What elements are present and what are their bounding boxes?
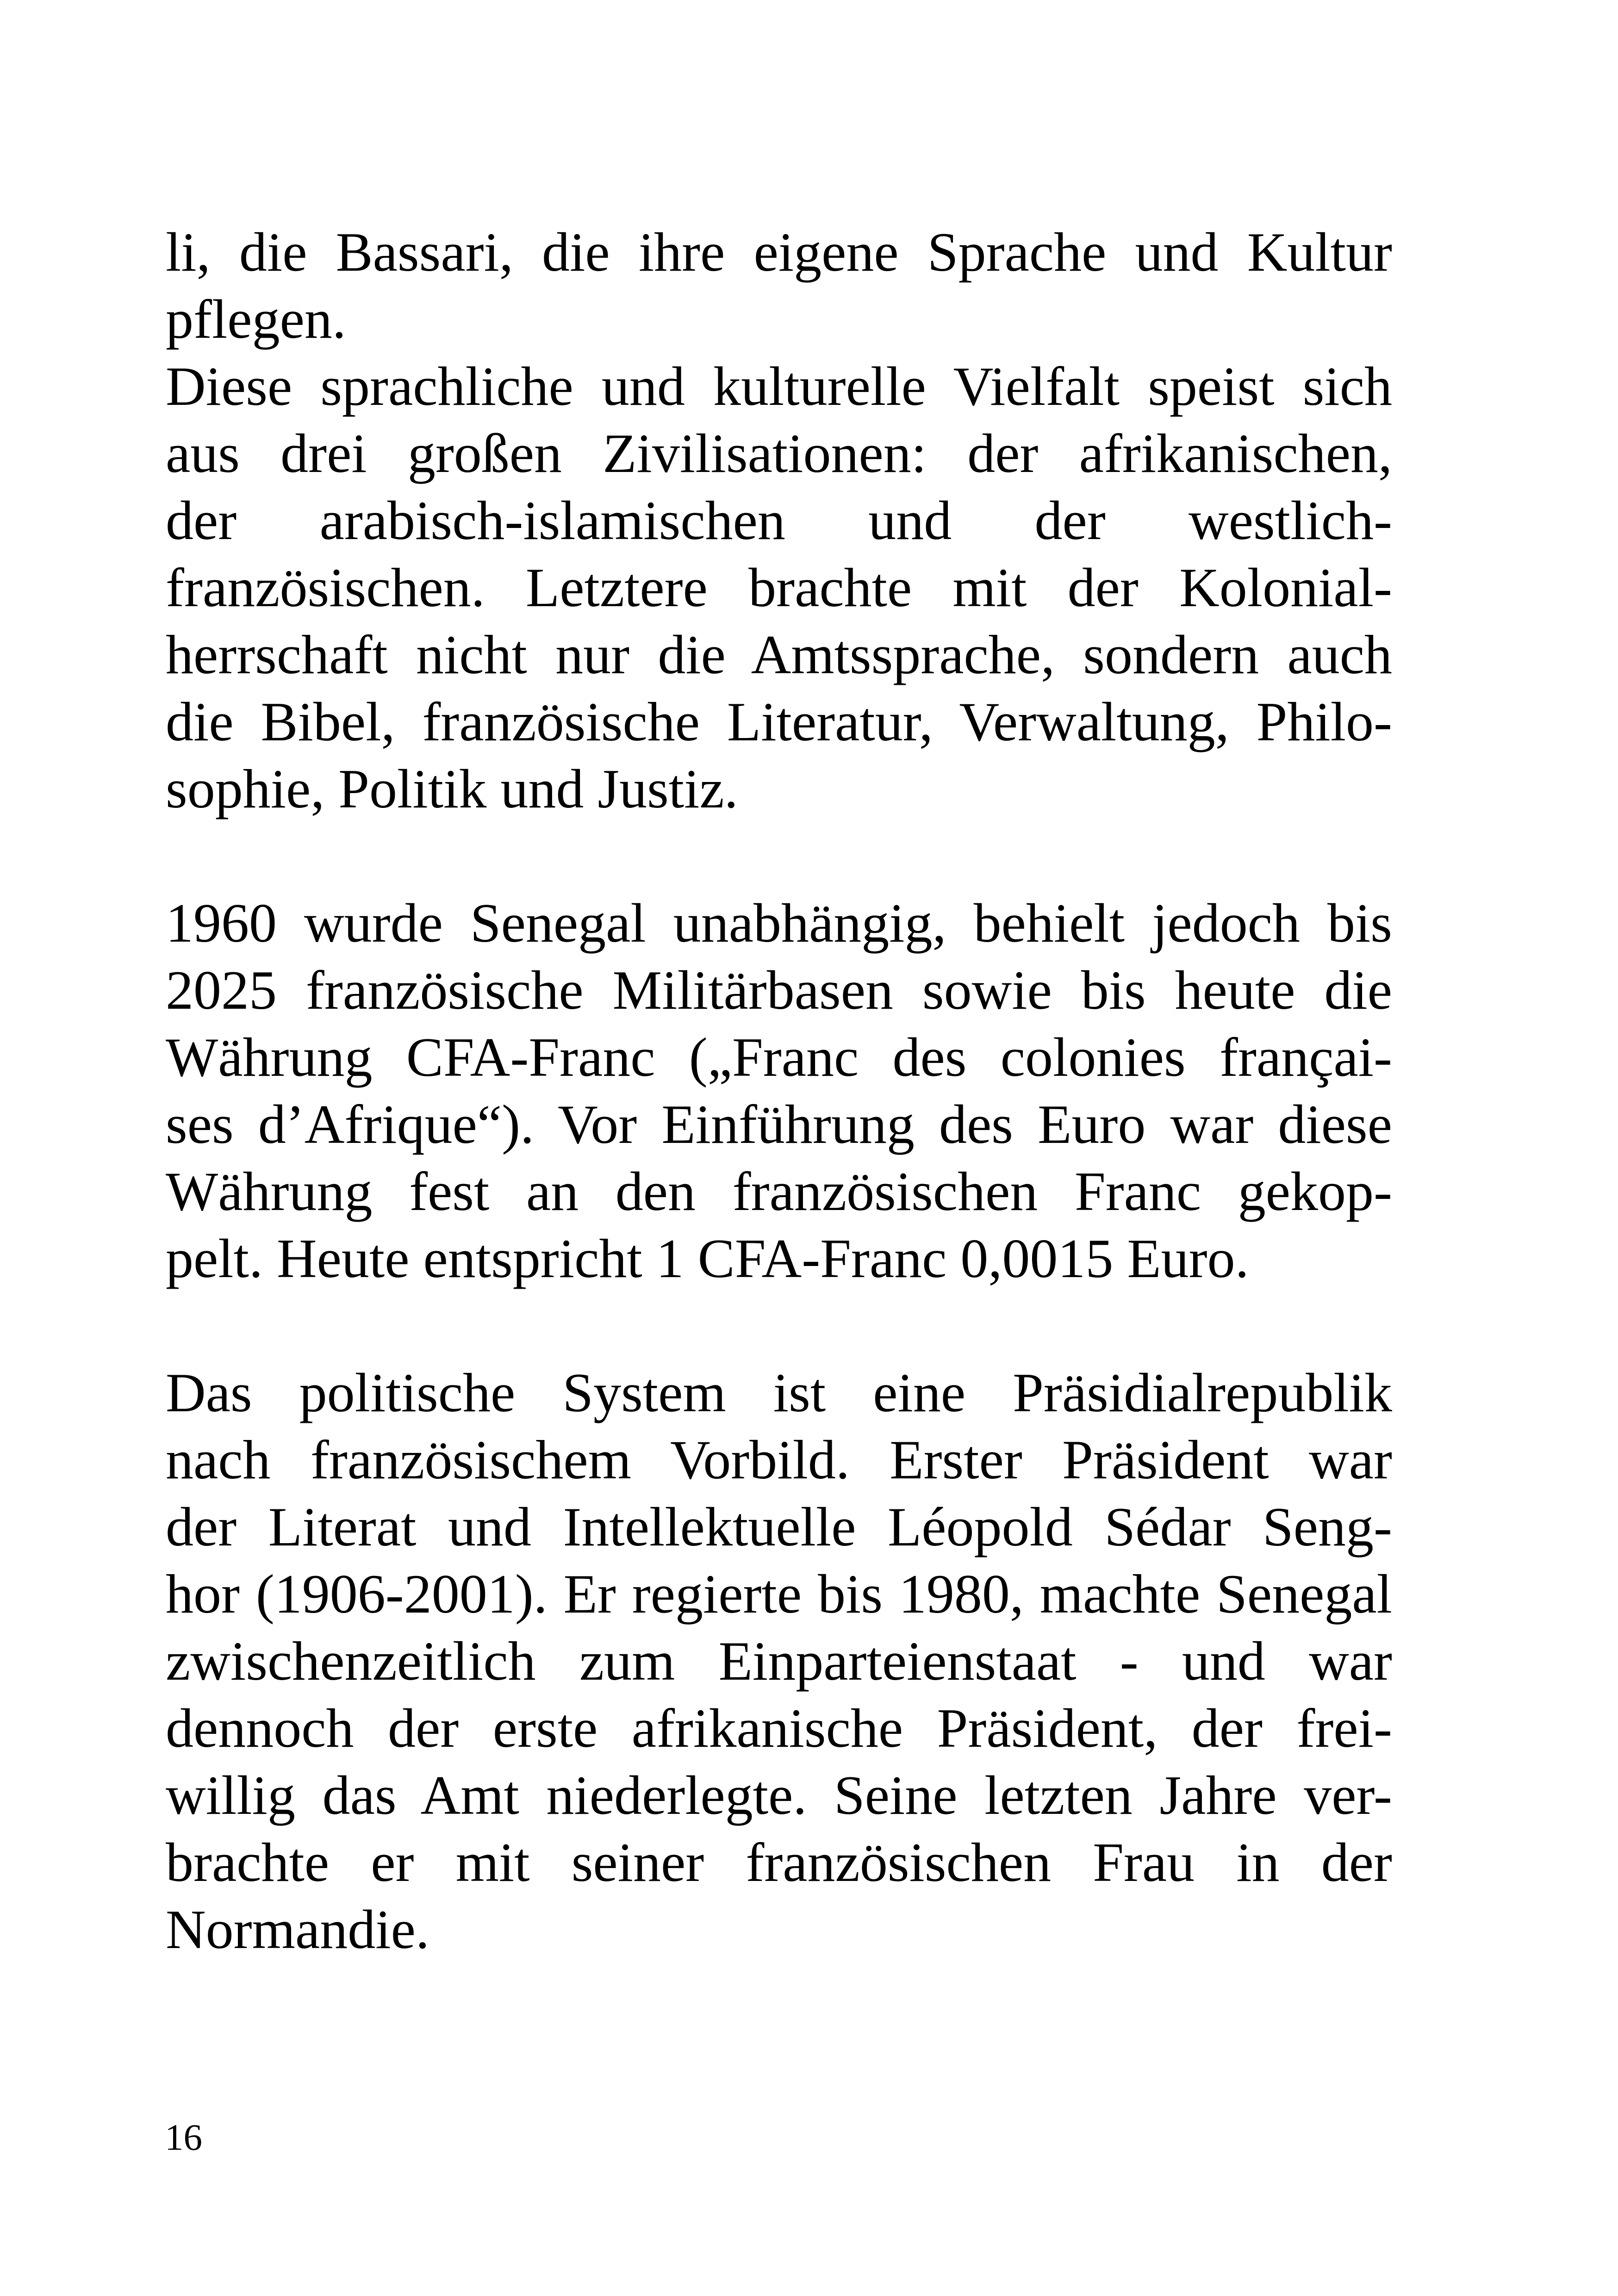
text-line: Währung fest an den französischen Franc gekop-	[166, 1160, 1392, 1222]
text-line: Diese sprachliche und kulturelle Vielfalt speist sich	[166, 355, 1392, 417]
text-line: pelt. Heute entspricht 1 CFA-Franc 0,0015 Euro.	[166, 1228, 1249, 1289]
text-line: dennoch der erste afrikanische Präsident, der frei-	[166, 1697, 1392, 1759]
body-text	[166, 218, 1392, 1963]
text-line: die Bibel, französische Literatur, Verwaltung, Philo-	[166, 691, 1392, 752]
paragraph-4	[166, 1359, 1392, 1963]
text-line: hor (1906-2001). Er regierte bis 1980, machte Senegal	[166, 1563, 1392, 1625]
text-line: sophie, Politik und Justiz.	[166, 758, 738, 819]
text-line: pflegen.	[166, 288, 346, 350]
text-line: aus drei großen Zivilisationen: der afrikanischen,	[166, 422, 1392, 484]
text-line: 1960 wurde Senegal unabhängig, behielt jedoch bis	[166, 892, 1392, 954]
text-line: li, die Bassari, die ihre eigene Sprache und Kultur	[166, 221, 1392, 283]
text-line: willig das Amt niederlegte. Seine letzten Jahre ver-	[166, 1764, 1392, 1826]
text-line: brachte er mit seiner französischen Frau in der	[166, 1831, 1392, 1893]
paragraph-3	[166, 889, 1392, 1292]
text-line: nach französischem Vorbild. Erster Präsident war	[166, 1429, 1392, 1490]
text-line: Das politische System ist eine Präsidialrepublik	[166, 1362, 1392, 1423]
text-line: Währung CFA-Franc („Franc des colonies françai-	[166, 1026, 1392, 1088]
text-line: der arabisch-islamischen und der westlich-	[166, 490, 1392, 551]
page-number: 16	[165, 2116, 202, 2158]
text-line: ses d’Afrique“). Vor Einführung des Euro war diese	[166, 1093, 1392, 1155]
paragraph-1	[166, 218, 1392, 353]
text-line: zwischenzeitlich zum Einparteienstaat - und war	[166, 1630, 1392, 1692]
text-line: 2025 französische Militärbasen sowie bis heute die	[166, 959, 1392, 1021]
paragraph-2	[166, 353, 1392, 822]
text-line: französischen. Letztere brachte mit der Kolonial-	[166, 557, 1392, 618]
text-line: der Literat und Intellektuelle Léopold Sédar Seng-	[166, 1496, 1392, 1558]
text-line: herrschaft nicht nur die Amtssprache, sondern auch	[166, 624, 1392, 685]
text-line: Normandie.	[166, 1899, 429, 1960]
